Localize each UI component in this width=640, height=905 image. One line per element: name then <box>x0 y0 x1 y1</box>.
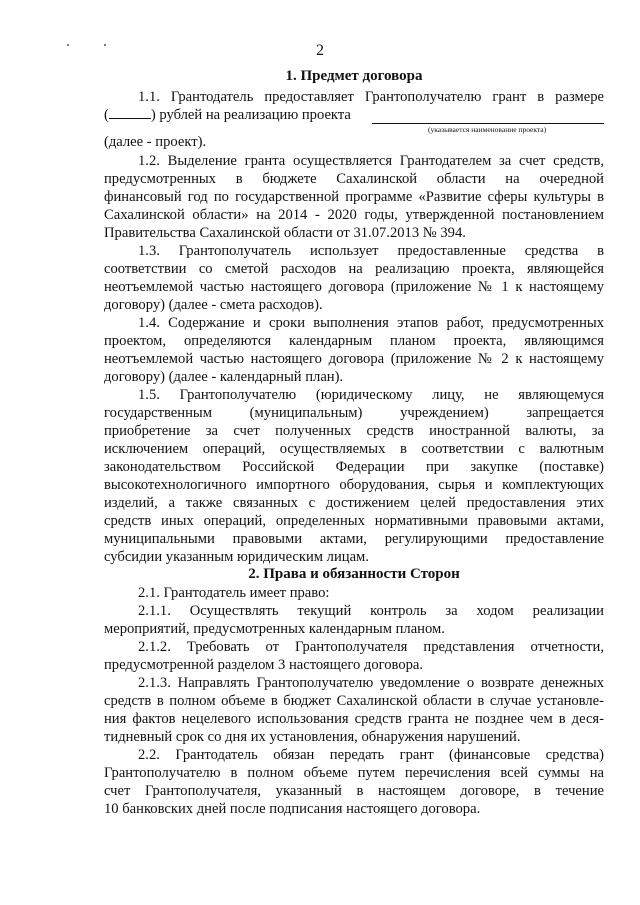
paragraph-1-5-line: высокотехнологичного импортного оборудования, сырья и комплектующих <box>104 477 604 493</box>
paragraph-1-4-line: неотъемлемой частью настоящего договора (приложение № 2 к настоящему <box>104 351 604 367</box>
paragraph-1-3-line: 1.3. Грантополучатель использует предоставленные средства в <box>138 243 604 259</box>
paragraph-2-1-3-line: тидневный срок со дня их установления, обнаружения нарушений. <box>104 729 521 745</box>
paragraph-1-4-line: 1.4. Содержание и сроки выполнения этапов работ, предусмотренных <box>138 315 604 331</box>
paragraph-1-4-line: договору) (далее - календарный план). <box>104 369 344 385</box>
paragraph-1-2-line: Правительства Сахалинской области от 31.07.2013 № 394. <box>104 225 466 241</box>
paragraph-2-1-1-line: 2.1.1. Осуществлять текущий контроль за ходом реализации <box>138 603 604 619</box>
paragraph-1-3-line: неотъемлемой частью настоящего договора (приложение № 1 к настоящему <box>104 279 604 295</box>
paragraph-2-2-line: 10 банковских дней после подписания настоящего договора. <box>104 801 481 817</box>
paragraph-2-1-2-line: 2.1.2. Требовать от Грантополучателя представления отчетности, <box>138 639 604 655</box>
paragraph-2-1-3-line: средств в полном объеме в бюджет Сахалинской области в случае установле- <box>104 693 604 709</box>
paragraph-1-5-line: средств иных операций, определенных нормативными правовыми актами, <box>104 513 604 529</box>
paragraph-1-5-line: 1.5. Грантополучателю (юридическому лицу, не являющемуся <box>138 387 604 403</box>
paragraph-2-1-3-line: ния фактов нецелевого использования средств гранта не позднее чем в деся- <box>104 711 604 727</box>
project-name-hint: (указывается наименование проекта) <box>428 125 547 134</box>
section-2-title: 2. Права и обязанности Сторон <box>248 566 460 582</box>
paragraph-1-2-line: предусмотренных в бюджете Сахалинской области на очередной <box>104 171 604 187</box>
paragraph-1-3-line: договору) (далее - смета расходов). <box>104 297 323 313</box>
paragraph-1-4-line: проектом, определяются календарным планом проекта, являющимся <box>104 333 604 349</box>
paragraph-1-5-line: изделий, а также связанных с достижением целей предоставления этих <box>104 495 604 511</box>
paragraph-1-1-line: 1.1. Грантодатель предоставляет Грантополучателю грант в размере <box>138 89 604 105</box>
paragraph-1-1-line: (далее - проект). <box>104 134 207 150</box>
paragraph-1-1-line: ( ) рублей на реализацию проекта <box>104 107 351 123</box>
amount-blank <box>109 118 151 119</box>
paragraph-1-2-line: финансовый год по государственной программе «Развитие сферы культуры в <box>104 189 604 205</box>
paragraph-1-2-line: Сахалинской области» на 2014 - 2020 годы, утвержденной постановлением <box>104 207 604 223</box>
paragraph-1-5-line: субсидии указанным юридическим лицам. <box>104 549 369 565</box>
paragraph-1-5-line: законодательством Российской Федерации при закупке (поставке) <box>104 459 604 475</box>
paragraph-1-5-line: исключением операций, осуществляемых в соответствии с валютным <box>104 441 604 457</box>
paragraph-1-5-line: приобретение за счет полученных средств иностранной валюты, за <box>104 423 604 439</box>
paragraph-2-1-1-line: мероприятий, предусмотренных календарным планом. <box>104 621 445 637</box>
project-name-blank <box>372 106 604 124</box>
paragraph-2-2-line: Грантополучателю в полном объеме путем перечисления всей суммы на <box>104 765 604 781</box>
page-number: 2 <box>316 42 324 59</box>
paragraph-2-1-2-line: предусмотренной разделом 3 настоящего договора. <box>104 657 424 673</box>
paragraph-1-5-line: муниципальными правовыми актами, регулирующими предоставление <box>104 531 604 547</box>
section-1-title: 1. Предмет договора <box>285 68 423 84</box>
paragraph-2-1-3-line: 2.1.3. Направлять Грантополучателю уведомление о возврате денежных <box>138 675 604 691</box>
paragraph-1-5-line: государственным (муниципальным) учреждением) запрещается <box>104 405 604 421</box>
paragraph-2-2-line: счет Грантополучателя, указанный в настоящем договоре, в течение <box>104 783 604 799</box>
paragraph-2-2-line: 2.2. Грантодатель обязан передать грант (финансовые средства) <box>138 747 604 763</box>
paragraph-2-1-line: 2.1. Грантодатель имеет право: <box>138 585 330 601</box>
paragraph-1-2-line: 1.2. Выделение гранта осуществляется Грантодателем за счет средств, <box>138 153 604 169</box>
paragraph-1-3-line: соответствии со сметой расходов на реализацию проекта, являющейся <box>104 261 604 277</box>
